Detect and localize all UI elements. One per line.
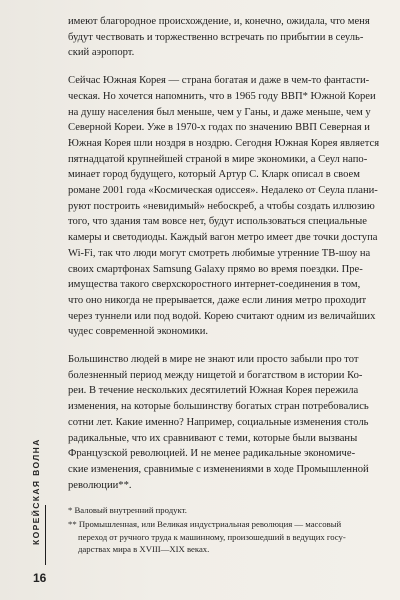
text-line: изменения, на которые большинству богатых стран потребовались <box>68 401 369 413</box>
text-line: романе 2001 года «Космическая одиссея». Недалеко от Сеула плани- <box>68 185 378 197</box>
body-text <box>68 14 386 505</box>
text-line: Wi-Fi, так что люди могут смотреть любимые утренние ТВ-шоу на <box>68 247 371 259</box>
text-line: радикальные, что их сравнивают с теми, которые были вызваны <box>68 432 358 444</box>
text-line: Французской революцией. И не менее радикальные экономиче- <box>68 448 356 460</box>
text-line: пятнадцатой крупнейшей страной в мире экономики, а Сеул напо- <box>68 153 368 165</box>
footnote-line: ** Промышленная, или Великая индустриальная революция — массовый <box>68 519 342 530</box>
footnote-line: переход от ручного труда к машинному, произошедший в ведущих госу- <box>78 531 346 542</box>
text-line: болезненный период между нищетой и богатством в истории Ко- <box>68 369 363 381</box>
paragraph-2 <box>68 73 386 340</box>
text-line: через туннели или под водой. Корею считают одним из величайших <box>68 310 376 322</box>
text-line: ский аэропорт. <box>68 47 135 59</box>
footnote-2 <box>68 518 386 555</box>
text-line: минает город будущего, который Артур С. Кларк описал в своем <box>68 169 360 181</box>
text-line: ческая. Но хочется напомнить, что в 1965 году ВВП* Южной Кореи <box>68 90 376 102</box>
text-line: что оно никогда не прерывается, даже если линия метро проходит <box>68 294 367 306</box>
text-line: Большинство людей в мире не знают или просто забыли про тот <box>68 354 359 366</box>
text-line: руют построить «невидимый» небоскреб, а чтобы создать иллюзию <box>68 200 375 212</box>
text-line: реи. В течение нескольких десятилетий Южная Корея пережила <box>68 385 359 397</box>
text-line: камеры и светодиоды. Каждый вагон метро имеет две точки доступа <box>68 232 378 244</box>
running-head: КОРЕЙСКАЯ ВОЛНА <box>31 438 41 545</box>
footnote-1 <box>68 504 386 516</box>
footnote-line: * Валовый внутренний продукт. <box>68 505 187 515</box>
text-line: Сейчас Южная Корея — страна богатая и даже в чем-то фантасти- <box>68 75 370 87</box>
text-line: своих смартфонах Samsung Galaxy прямо во время поездки. Пре- <box>68 263 363 275</box>
text-line: революции**. <box>68 479 132 491</box>
footnote-line: дарствах мира в XVIII—XIX веках. <box>78 544 210 555</box>
paragraph-1 <box>68 14 386 61</box>
text-line: сотни лет. Какие именно? Например, социальные изменения столь <box>68 416 369 428</box>
footnotes <box>68 504 386 558</box>
page-number: 16 <box>33 571 47 585</box>
text-line: чудес современной экономики. <box>68 326 209 338</box>
text-line: Южная Корея шли ноздря в ноздрю. Сегодня Южная Корея является <box>68 137 380 149</box>
text-line: ские изменения, сравнимые с изменениями в ходе Промышленной <box>68 463 369 475</box>
text-line: имущества такого сверхскоростного интернет-соединения в том, <box>68 279 361 291</box>
text-line: того, что здания там вовсе нет, будут использоваться специальные <box>68 216 367 228</box>
text-line: Северной Кореи. Уже в 1970-х годах по значению ВВП Северная и <box>68 122 370 134</box>
paragraph-3 <box>68 352 386 493</box>
text-line: будут чествовать и торжественно встречать по прибытии в сеуль- <box>68 31 364 43</box>
text-line: на душу населения был меньше, чем у Ганы, и даже меньше, чем у <box>68 106 371 118</box>
margin-rule <box>45 505 46 565</box>
text-line: имеют благородное происхождение, и, конечно, ожидала, что меня <box>68 16 370 27</box>
